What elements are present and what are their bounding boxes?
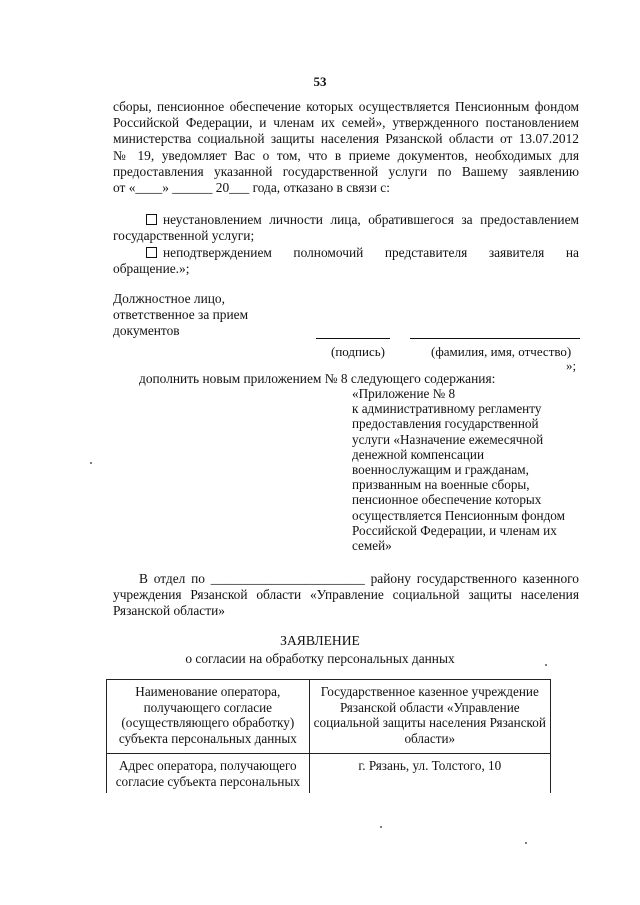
consent-table — [106, 679, 551, 793]
closing-quote: »; — [566, 358, 577, 373]
intro-line: сборы, пенсионное обеспечение которых осуществляется Пенсионным фондом — [113, 99, 579, 114]
refusal-reason-1 — [113, 212, 579, 244]
reason-2-continuation: обращение.»; — [113, 261, 190, 277]
statement-title: ЗАЯВЛЕНИЕ — [280, 633, 360, 648]
signature-label: (подпись) — [331, 344, 385, 359]
signature-line — [316, 338, 390, 339]
fio-label: (фамилия, имя, отчество) — [431, 344, 572, 359]
scan-speck — [380, 826, 382, 828]
appendix-heading: «Приложение № 8 к административному регламенту предоставления государственной услуги «Назначение ежемесячной денежной компенсации военнослужащим и гражданам, призванным на военные сборы, пенсионное обеспечение которых осуществляется Пенсионным фондом Российской Федерации, и членам их семей» — [352, 386, 565, 554]
official-label: Должностное лицо, ответственное за прием документов — [113, 291, 249, 339]
fio-line — [410, 338, 580, 339]
reason-1-text: неустановлением личности лица, обратившегося за предоставлением — [163, 212, 579, 227]
page-number: 53 — [313, 74, 327, 89]
table-cell-label: Адрес оператора, получающего согласие субъекта персональных — [107, 754, 310, 794]
table-row — [107, 754, 551, 794]
intro-line: № 19, уведомляет Вас о том, что в приеме документов, необходимых для — [113, 147, 579, 163]
refusal-reason-2 — [113, 245, 579, 277]
intro-paragraph — [113, 99, 579, 196]
intro-line: Российской Федерации, и членам их семей», утвержденного постановлением — [113, 115, 579, 131]
checkbox-icon — [146, 247, 157, 258]
scan-speck — [545, 664, 547, 666]
amendment-text: дополнить новым приложением № 8 следующего содержания: — [139, 371, 496, 386]
checkbox-icon — [146, 214, 157, 225]
table-cell-value: г. Рязань, ул. Толстого, 10 — [309, 754, 550, 794]
scan-speck — [90, 462, 92, 464]
address-block: В отдел по _______________________ району государственного казенного учреждения Рязанской области «Управление социальной защиты населения Рязанской области» — [113, 571, 579, 619]
table-cell-label: Наименование оператора, получающего согласие (осуществляющего обработку) субъекта персональных данных — [107, 680, 310, 754]
intro-line: министерства социальной защиты населения Рязанской области от 13.07.2012 — [113, 131, 579, 147]
intro-line: от «____» ______ 20___ года, отказано в связи с: — [113, 180, 390, 196]
intro-line: предоставления указанной государственной услуги по Вашему заявлению — [113, 163, 579, 179]
scan-speck — [525, 842, 527, 844]
reason-1-continuation: государственной услуги; — [113, 228, 255, 244]
table-row — [107, 680, 551, 754]
table-cell-value: Государственное казенное учреждение Рязанской области «Управление социальной защиты населения Рязанской области» — [309, 680, 550, 754]
reason-2-text: неподтверждением полномочий представителя заявителя на — [163, 245, 579, 260]
statement-subtitle: о согласии на обработку персональных данных — [185, 651, 455, 666]
